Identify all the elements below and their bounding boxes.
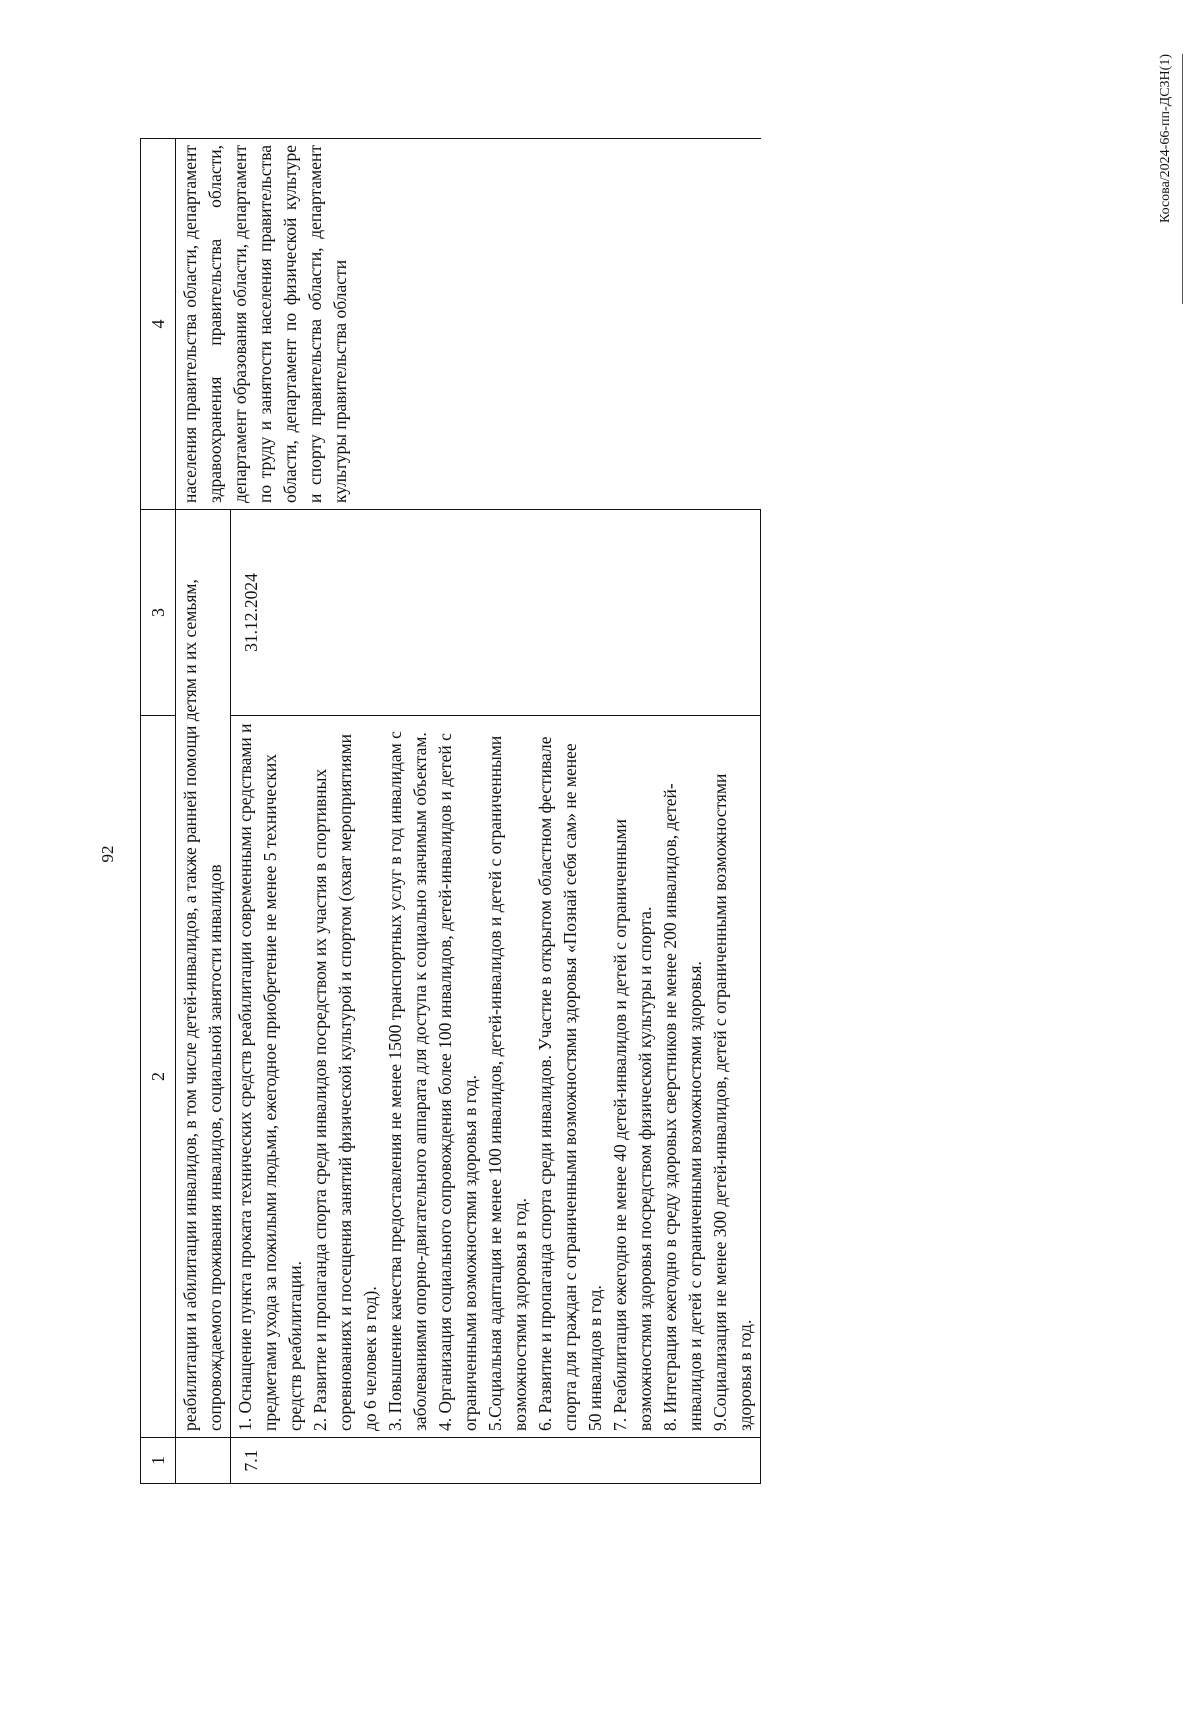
executors-cell <box>176 139 761 510</box>
row-items-cell <box>231 716 761 1438</box>
continuation-num-cell <box>176 1438 231 1484</box>
continuation-row <box>176 139 231 1484</box>
list-item: 7. Реабилитация ежегодно не менее 40 детей-инвалидов и детей с ограниченными возможностями здоровья посредством физической культуры и спорта. <box>610 819 655 1431</box>
list-item: 8. Интеграция ежегодно в среду здоровых сверстников не менее 200 инвалидов, детей-инвалидов и детей с ограниченными возможностями здоровья. <box>660 783 705 1431</box>
list-item: 9.Социализация не менее 300 детей-инвалидов, детей с ограниченными возможностями здоровья в год. <box>710 773 755 1431</box>
row-executors: департамент образования области, департамент по труду и занятости населения правительства области, департамент по физической культуре и спорту правительства области, департамент культуры правительства области <box>230 145 350 503</box>
list-item: 2. Развитие и пропаганда спорта среди инвалидов посредством их участия в спортивных соревнованиях и посещения занятий физической культурой и спортом (охват мероприятиями до 6 человек в год). <box>310 733 380 1431</box>
continuation-executors: населения правительства области, департамент здравоохранения правительства области, <box>180 145 225 503</box>
list-item: 1. Оснащение пункта проката технических средств реабилитации современными средствами и предметами ухода за пожилыми людьми, ежегодное приобретение не менее 5 технических средств реабилитации. <box>235 723 305 1431</box>
document-id-underline <box>1182 54 1183 304</box>
row-date: 31.12.2024 <box>231 510 761 716</box>
header-col-1: 1 <box>141 1438 176 1484</box>
page-number: 92 <box>98 845 117 863</box>
list-item: 6. Развитие и пропаганда спорта среди инвалидов. Участие в открытом областном фестивале спорта для граждан с ограниченными возможностями здоровья «Познай себя сам» не менее 50 инвалидов в год. <box>535 736 605 1431</box>
program-table <box>140 138 761 1484</box>
list-item: 5.Социальная адаптация не менее 100 инвалидов, детей-инвалидов и детей с ограниченными возможностями здоровья в год. <box>485 735 530 1431</box>
table-header-row <box>141 139 176 1484</box>
list-item: 4. Организация социального сопровождения более 100 инвалидов, детей-инвалидов и детей с ограниченными возможностями здоровья в год. <box>435 733 480 1431</box>
list-item: 3. Повышение качества предоставления не менее 1500 транспортных услуг в год инвалидам с заболеваниями опорно-двигательного аппарата для доступа к социально значимым объектам. <box>385 731 430 1431</box>
header-col-4: 4 <box>141 139 176 510</box>
document-id: Косова/2024-66-пп-ДСЗН(1) <box>1158 54 1173 224</box>
continuation-text: реабилитации и абилитации инвалидов, в том числе детей-инвалидов, а также ранней помощи детям и их семьям, сопровождаемого проживания инвалидов, социальной занятости инвалидов <box>176 510 231 1438</box>
header-col-2: 2 <box>141 716 176 1438</box>
row-number: 7.1 <box>231 1438 761 1484</box>
header-col-3: 3 <box>141 510 176 716</box>
